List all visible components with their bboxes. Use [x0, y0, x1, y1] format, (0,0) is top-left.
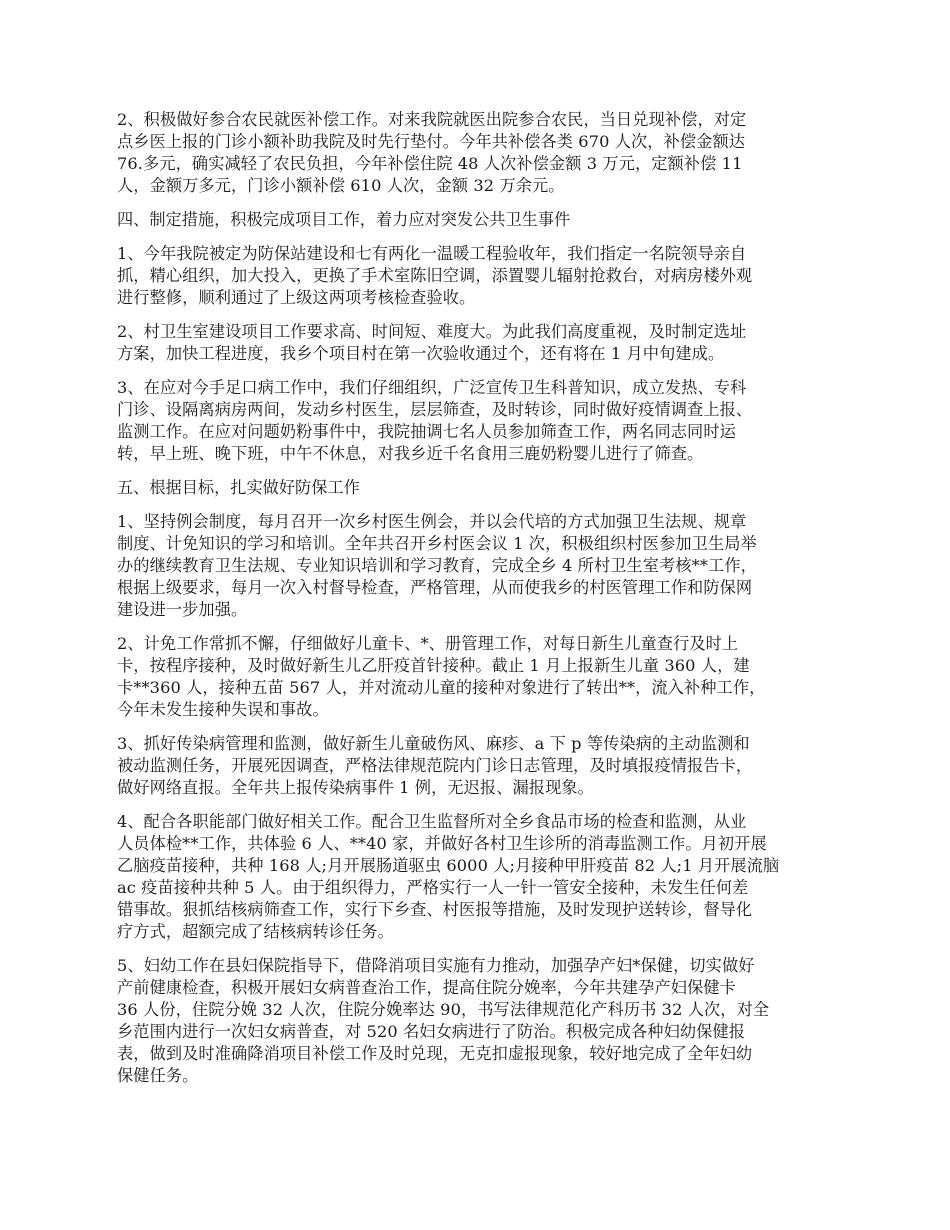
paragraph-line: 点乡医上报的门诊小额补助我院及时先行垫付。今年共补偿各类 670 人次，补偿金额达: [117, 132, 746, 151]
paragraph-line: 表，做到及时准确降消项目补偿工作及时兑现，无克扣虚报现象，较好地完成了全年妇幼: [117, 1044, 753, 1063]
paragraph: [117, 733, 842, 799]
paragraph: [117, 321, 842, 365]
paragraph-line: 被动监测任务，开展死因调查，严格法律规范院内门诊日志管理，及时填报疫情报告卡，: [117, 756, 753, 775]
paragraph-line: 人，金额万多元，门诊小额补偿 610 人次，金额 32 万余元。: [117, 176, 565, 195]
paragraph-line: 乡范围内进行一次妇女病普查，对 520 名妇女病进行了防治。积极完成各种妇幼保健报: [117, 1022, 746, 1041]
section-heading: 四、制定措施，积极完成项目工作，着力应对突发公共卫生事件: [117, 210, 571, 229]
paragraph: [117, 511, 842, 621]
paragraph-line: 办的继续教育卫生法规、专业知识培训和学习教育，完成全乡 4 所村卫生室考核**工作，: [117, 556, 757, 575]
paragraph-line: 乙脑疫苗接种，共种 168 人;月开展肠道驱虫 6000 人;月接种甲肝疫苗 82 人;1 月开展流脑: [117, 856, 780, 875]
paragraph-line: 卡，按程序接种，及时做好新生儿乙肝疫首针接种。截止 1 月上报新生儿童 360 人，建: [117, 656, 750, 675]
paragraph-line: 建设进一步加强。: [117, 600, 248, 619]
paragraph-line: 抓，精心组织，加大投入，更换了手术室陈旧空调，添置婴儿辐射抢救台，对病房楼外观: [117, 266, 753, 285]
paragraph-line: 2、积极做好参合农民就医补偿工作。对来我院就医出院参合农民，当日兑现补偿，对定: [117, 110, 747, 129]
paragraph: [117, 243, 842, 309]
paragraph-line: 1、坚持例会制度，每月召开一次乡村医生例会，并以会代培的方式加强卫生法规、规章: [117, 512, 747, 531]
paragraph-line: 1、今年我院被定为防保站建设和七有两化一温暖工程验收年，我们指定一名院领导亲自: [117, 244, 747, 263]
paragraph-line: ac 疫苗接种共种 5 人。由于组织得力，严格实行一人一针一管安全接种，未发生任何差: [117, 878, 749, 897]
paragraph-line: 进行整修，顺利通过了上级这两项考核检查验收。: [117, 288, 476, 307]
paragraph-line: 保健任务。: [117, 1066, 199, 1085]
paragraph-line: 76.多元，确实减轻了农民负担，今年补偿住院 48 人次补偿金额 3 万元，定额补偿 11: [117, 154, 743, 173]
paragraph: [117, 377, 842, 465]
document-page: [117, 109, 842, 1099]
paragraph: [117, 633, 842, 721]
paragraph-line: 方案，加快工程进度，我乡个项目村在第一次验收通过个，还有将在 1 月中旬建成。: [117, 344, 725, 363]
paragraph-line: 制度、计免知识的学习和培训。全年共召开乡村医会议 1 次，积极组织村医参加卫生局举: [117, 534, 757, 553]
paragraph-line: 错事故。狠抓结核病筛查工作，实行下乡查、村医报等措施，及时发现护送转诊，督导化: [117, 900, 753, 919]
paragraph-line: 根据上级要求，每月一次入村督导检查，严格管理，从而使我乡的村医管理工作和防保网: [117, 578, 753, 597]
paragraph-line: 卡**360 人，接种五苗 567 人，并对流动儿童的接种对象进行了转出**，流入补种工作，: [117, 678, 766, 697]
paragraph-line: 4、配合各职能部门做好相关工作。配合卫生监督所对全乡食品市场的检查和监测，从业: [117, 812, 747, 831]
paragraph-line: 疗方式，超额完成了结核病转诊任务。: [117, 922, 394, 941]
paragraph-line: 3、抓好传染病管理和监测，做好新生儿童破伤风、麻疹、a 下 p 等传染病的主动监测和: [117, 734, 750, 753]
paragraph-line: 今年未发生接种失误和事故。: [117, 700, 329, 719]
paragraph-line: 2、计免工作常抓不懈，仔细做好儿童卡、*、册管理工作，对每日新生儿童查行及时上: [117, 634, 739, 653]
paragraph-line: 3、在应对今手足口病工作中，我们仔细组织，广泛宣传卫生科普知识，成立发热、专科: [117, 378, 747, 397]
paragraph: [117, 109, 842, 197]
paragraph-line: 门诊、设隔离病房两间，发动乡村医生，层层筛查，及时转诊，同时做好疫情调查上报、: [117, 400, 753, 419]
paragraph-line: 人员体检**工作，共体验 6 人、**40 家，并做好各村卫生诊所的消毒监测工作。月初开展: [117, 834, 767, 853]
paragraph-line: 监测工作。在应对问题奶粉事件中，我院抽调七名人员参加筛查工作，两名同志同时运: [117, 422, 736, 441]
paragraph: [117, 955, 842, 1087]
paragraph-line: 5、妇幼工作在县妇保院指导下，借降消项目实施有力推动，加强孕产妇*保健，切实做好: [117, 956, 755, 975]
paragraph-line: 转，早上班、晚下班，中午不休息，对我乡近千名食用三鹿奶粉婴儿进行了筛查。: [117, 444, 704, 463]
section-heading: 五、根据目标，扎实做好防保工作: [117, 478, 360, 497]
paragraph: [117, 811, 842, 943]
paragraph-line: 产前健康检查，积极开展妇女病普查治工作，提高住院分娩率，今年共建孕产妇保健卡: [117, 978, 736, 997]
paragraph-line: 2、村卫生室建设项目工作要求高、时间短、难度大。为此我们高度重视，及时制定选址: [117, 322, 747, 341]
paragraph-line: 做好网络直报。全年共上报传染病事件 1 例，无迟报、漏报现象。: [117, 778, 594, 797]
paragraph-line: 36 人份，住院分娩 32 人次，住院分娩率达 90，书写法律规范化产科历书 32 人次，对全: [117, 1000, 770, 1019]
